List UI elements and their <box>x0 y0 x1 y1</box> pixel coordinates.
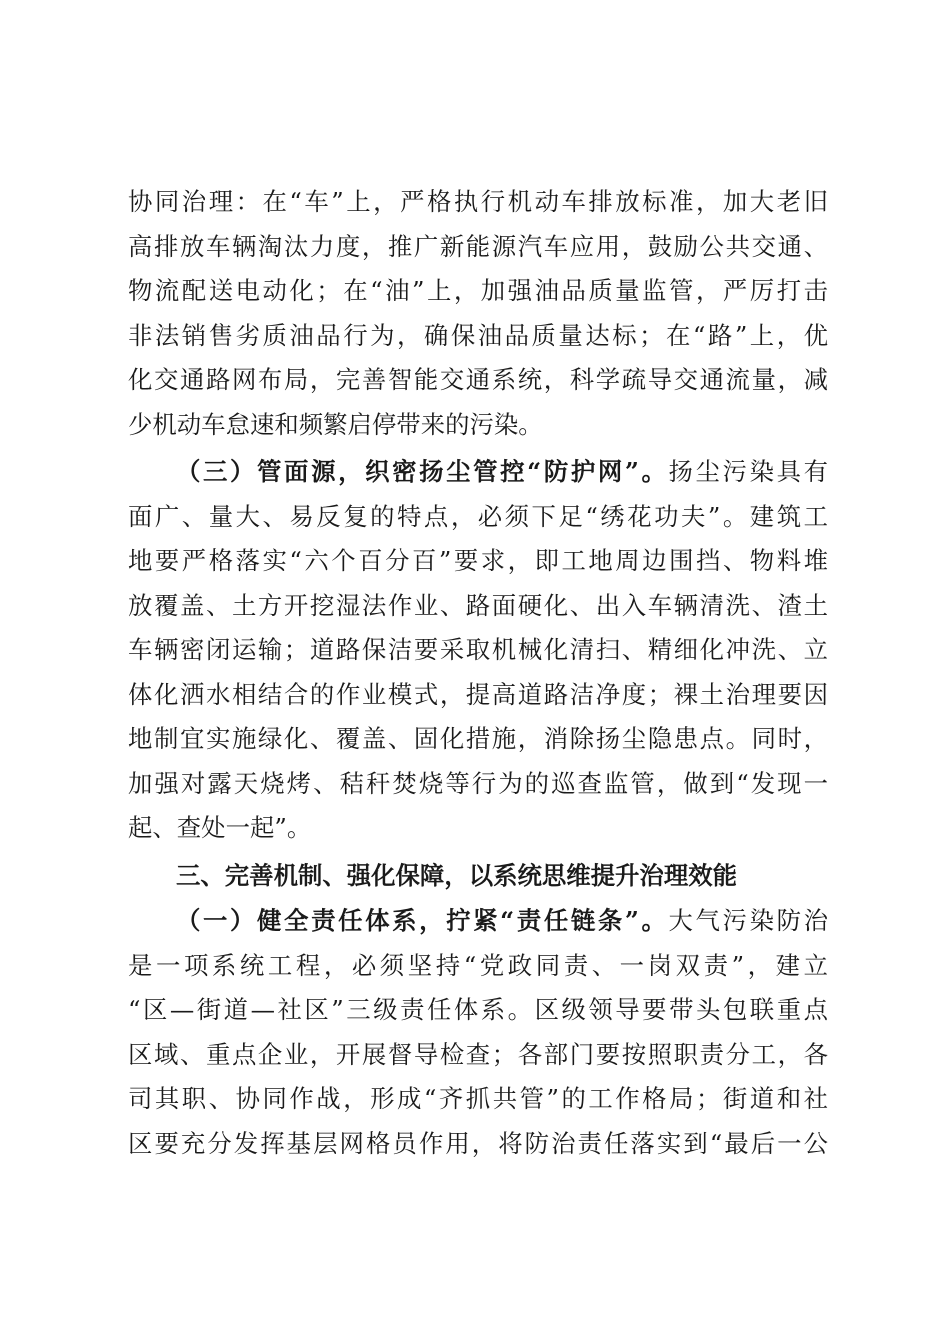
text-line: 体化洒水相结合的作业模式，提高道路洁净度；裸土治理要因 <box>128 680 828 709</box>
text-line: 是一项系统工程，必须坚持“党政同责、一岗双责”，建立 <box>128 951 828 980</box>
text-line: 非法销售劣质油品行为，确保油品质量达标；在“路”上，优 <box>128 321 828 350</box>
text-segment: 扬尘污染具有 <box>668 457 828 486</box>
text-line <box>176 452 828 492</box>
text-line: 物流配送电动化；在“油”上，加强油品质量监管，严厉打击 <box>128 276 828 305</box>
text-line: 高排放车辆淘汰力度，推广新能源汽车应用，鼓励公共交通、 <box>128 232 828 261</box>
text-line: 司其职、协同作战，形成“齐抓共管”的工作格局；街道和社 <box>128 1084 828 1113</box>
text-line: 加强对露天烧烤、秸秆焚烧等行为的巡查监管，做到“发现一 <box>128 769 828 798</box>
text-line: 面广、量大、易反复的特点，必须下足“绣花功夫”。建筑工 <box>128 502 828 531</box>
text-line: 化交通路网布局，完善智能交通系统，科学疏导交通流量，减 <box>128 365 828 394</box>
text-line: 起、查处一起”。 <box>128 813 312 842</box>
text-line: 协同治理：在“车”上，严格执行机动车排放标准，加大老旧 <box>128 187 828 216</box>
text-line: 地制宜实施绿化、覆盖、固化措施，消除扬尘隐患点。同时， <box>128 724 828 753</box>
text-line: 地要严格落实“六个百分百”要求，即工地周边围挡、物料堆 <box>128 546 828 575</box>
section-heading: 三、完善机制、强化保障，以系统思维提升治理效能 <box>176 861 737 890</box>
paragraph-lead-heading: （三）管面源，织密扬尘管控“防护网”。 <box>176 457 669 486</box>
text-line <box>176 901 828 941</box>
text-line: 区域、重点企业，开展督导检查；各部门要按照职责分工，各 <box>128 1040 828 1069</box>
text-line: “区—街道—社区”三级责任体系。区级领导要带头包联重点 <box>128 995 828 1024</box>
text-line: 区要充分发挥基层网格员作用，将防治责任落实到“最后一公 <box>128 1129 828 1158</box>
text-segment: 大气污染防治 <box>668 906 828 935</box>
text-line: 少机动车怠速和频繁启停带来的污染。 <box>128 410 543 439</box>
text-line: 车辆密闭运输；道路保洁要采取机械化清扫、精细化冲洗、立 <box>128 635 828 664</box>
text-line: 放覆盖、土方开挖湿法作业、路面硬化、出入车辆清洗、渣土 <box>128 591 828 620</box>
paragraph-lead-heading: （一）健全责任体系，拧紧“责任链条”。 <box>176 906 669 935</box>
